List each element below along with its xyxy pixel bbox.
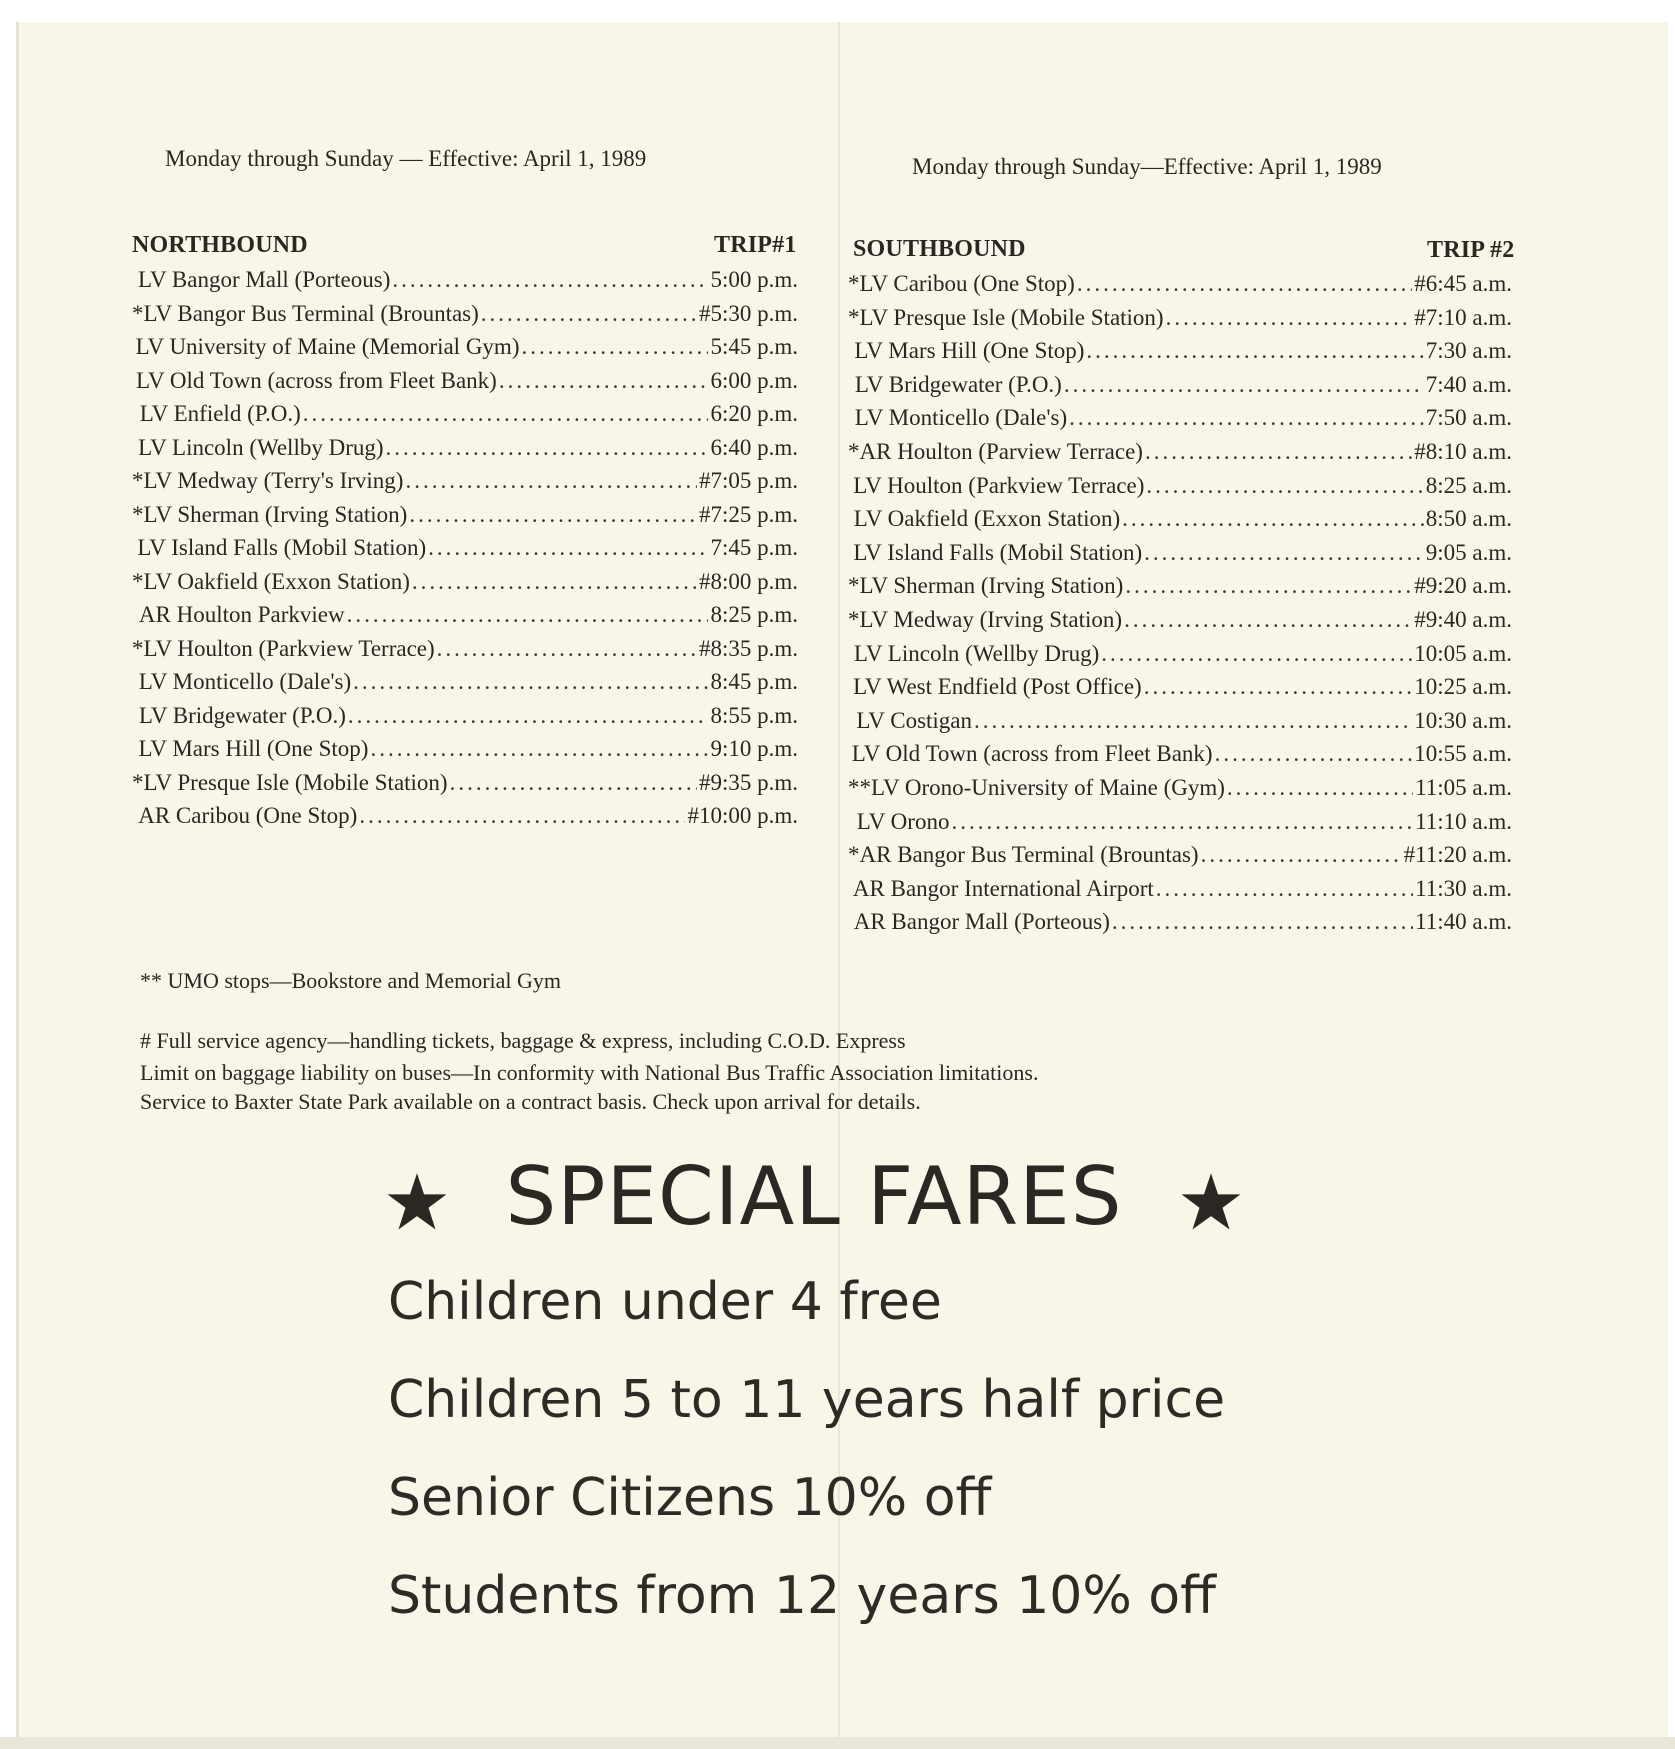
- stop-name: LV Lincoln (Wellby Drug): [853, 640, 1100, 666]
- stop-marker: **: [848, 775, 871, 800]
- leader-dots: [1125, 570, 1412, 602]
- schedule-row: [132, 666, 798, 698]
- scan-edge: [0, 1737, 1675, 1749]
- stop-name: LV Oakfield (Exxon Station): [853, 506, 1121, 532]
- star-icon: [385, 1170, 449, 1234]
- schedule-row: [132, 800, 798, 832]
- schedule-row: [848, 806, 1512, 838]
- note-umo-stops: ** UMO stops—Bookstore and Memorial Gym: [140, 968, 562, 993]
- stop-name: LV Island Falls (Mobil Station): [137, 535, 427, 560]
- schedule-row: [848, 839, 1512, 871]
- leader-dots: [1145, 436, 1412, 468]
- schedule-row: [132, 532, 798, 564]
- stop-name: LV Medway (Irving Station): [859, 607, 1123, 632]
- fare-students: Students from 12 years 10% off: [388, 1566, 1216, 1626]
- leader-dots: [303, 398, 709, 430]
- schedule-row: [848, 302, 1512, 334]
- schedule-row: [848, 873, 1512, 905]
- schedule-row: [132, 365, 798, 397]
- schedule-row: [132, 264, 798, 296]
- schedule-row: [132, 398, 798, 430]
- stop-time: 5:00 p.m.: [710, 267, 798, 292]
- leader-dots: [1064, 369, 1424, 401]
- leader-dots: [1077, 268, 1412, 300]
- schedule-row: [132, 465, 798, 497]
- stop-time: 8:25 p.m.: [710, 602, 798, 627]
- stop-name: LV Oakfield (Exxon Station): [143, 568, 410, 594]
- schedule-row: [848, 369, 1512, 401]
- stop-marker: *: [848, 439, 860, 464]
- schedule-row: [132, 432, 798, 464]
- stop-marker: *: [132, 501, 144, 527]
- stop-name: LV Bangor Mall (Porteous): [138, 267, 391, 292]
- leader-dots: [353, 666, 708, 698]
- leader-dots: [392, 264, 708, 296]
- stop-time: #9:40 a.m.: [1414, 607, 1512, 632]
- schedule-row: [132, 331, 798, 363]
- leader-dots: [1166, 302, 1413, 334]
- stop-name: LV Houlton (Parkview Terrace): [853, 472, 1145, 498]
- stop-name: AR Houlton (Parview Terrace): [859, 439, 1143, 464]
- leader-dots: [412, 566, 697, 598]
- leader-dots: [951, 806, 1413, 838]
- schedule-row: [848, 570, 1512, 602]
- leader-dots: [437, 633, 697, 665]
- schedule-row: [848, 772, 1512, 804]
- stop-name: LV Orono-University of Maine (Gym): [871, 775, 1225, 800]
- southbound-trip-label: TRIP #2: [1427, 237, 1515, 263]
- northbound-trip-label: TRIP#1: [714, 232, 797, 258]
- stop-time: #9:20 a.m.: [1414, 573, 1512, 599]
- stop-time: 11:40 a.m.: [1415, 909, 1512, 935]
- leader-dots: [521, 331, 708, 363]
- schedule-row: [848, 671, 1512, 703]
- left-effective-header: Monday through Sunday — Effective: April 1, 1989: [165, 146, 647, 171]
- note-full-service: # Full service agency—handling tickets, baggage & express, including C.O.D. Express: [140, 1028, 906, 1053]
- stop-time: 6:20 p.m.: [710, 401, 798, 426]
- stop-marker: *: [848, 607, 860, 632]
- stop-marker: *: [848, 304, 860, 330]
- stop-time: 7:40 a.m.: [1425, 371, 1512, 397]
- note-baggage-limit: Limit on baggage liability on buses—In conformity with National Bus Traffic Association limitations.: [140, 1060, 1039, 1085]
- stop-time: 10:30 a.m.: [1414, 707, 1512, 733]
- stop-marker: *: [848, 271, 860, 296]
- leader-dots: [370, 733, 708, 765]
- schedule-row: [848, 537, 1512, 569]
- stop-name: LV Costigan: [856, 707, 973, 733]
- stop-time: 5:45 p.m.: [710, 334, 798, 359]
- stop-time: 6:40 p.m.: [710, 434, 798, 460]
- stop-time: 7:30 a.m.: [1425, 338, 1512, 364]
- stop-name: LV Monticello (Dale's): [854, 405, 1068, 431]
- schedule-row: [848, 638, 1512, 670]
- schedule-row: [132, 767, 798, 799]
- leader-dots: [428, 532, 708, 564]
- fare-children-under-4: Children under 4 free: [388, 1272, 942, 1332]
- leader-dots: [1086, 335, 1423, 367]
- stop-time: 8:25 a.m.: [1425, 472, 1512, 498]
- star-icon: [1179, 1170, 1243, 1234]
- note-baxter-park: Service to Baxter State Park available on a contract basis. Check upon arrival for details.: [140, 1089, 921, 1114]
- fare-senior-citizens: Senior Citizens 10% off: [388, 1468, 992, 1528]
- schedule-row: [848, 503, 1512, 535]
- stop-time: 7:50 a.m.: [1425, 405, 1512, 431]
- leader-dots: [499, 365, 709, 397]
- right-effective-header: Monday through Sunday—Effective: April 1, 1989: [912, 154, 1382, 179]
- schedule-row: [848, 705, 1512, 737]
- stop-name: AR Caribou (One Stop): [138, 803, 358, 828]
- stop-name: LV Bridgewater (P.O.): [138, 702, 346, 728]
- schedule-row: [132, 633, 798, 665]
- leader-dots: [1144, 537, 1424, 569]
- leader-dots: [1101, 638, 1412, 670]
- stop-time: #9:35 p.m.: [698, 769, 798, 795]
- leader-dots: [1124, 604, 1412, 636]
- leader-dots: [1146, 470, 1423, 502]
- schedule-row: [848, 268, 1512, 300]
- stop-time: 11:10 a.m.: [1415, 808, 1512, 834]
- leader-dots: [359, 800, 685, 832]
- stop-name: LV Orono: [856, 808, 950, 834]
- special-fares-heading: [385, 1150, 1243, 1243]
- stop-time: 10:05 a.m.: [1414, 640, 1512, 666]
- stop-time: 8:45 p.m.: [710, 669, 798, 694]
- schedule-row: [848, 738, 1512, 770]
- stop-name: LV Old Town (across from Fleet Bank): [136, 367, 497, 393]
- stop-name: LV West Endfield (Post Office): [853, 674, 1142, 700]
- schedule-row: [132, 733, 798, 765]
- schedule-row: [848, 470, 1512, 502]
- schedule-row: [132, 700, 798, 732]
- stop-name: LV Bangor Bus Terminal (Brountas): [143, 300, 479, 326]
- stop-time: #11:20 a.m.: [1403, 842, 1512, 868]
- leader-dots: [409, 499, 697, 531]
- leader-dots: [386, 432, 709, 464]
- schedule-row: [132, 599, 798, 631]
- stop-marker: *: [132, 468, 144, 493]
- northbound-title: NORTHBOUND: [132, 232, 308, 258]
- schedule-row: [848, 604, 1512, 636]
- leader-dots: [347, 599, 709, 631]
- stop-name: LV Bridgewater (P.O.): [854, 371, 1062, 397]
- leader-dots: [405, 465, 697, 497]
- leader-dots: [1215, 738, 1413, 770]
- stop-name: LV Island Falls (Mobil Station): [853, 539, 1143, 565]
- stop-time: #7:05 p.m.: [698, 468, 798, 493]
- stop-name: LV Sherman (Irving Station): [859, 573, 1124, 599]
- stop-name: LV Monticello (Dale's): [138, 669, 352, 694]
- stop-name: AR Bangor International Airport: [852, 875, 1154, 901]
- stop-marker: *: [132, 769, 144, 795]
- stop-marker: *: [132, 635, 144, 661]
- leader-dots: [348, 700, 709, 732]
- stop-marker: *: [848, 573, 860, 599]
- schedule-row: [848, 436, 1512, 468]
- stop-time: 7:45 p.m.: [710, 535, 798, 560]
- leader-dots: [1144, 671, 1413, 703]
- leader-dots: [450, 767, 697, 799]
- schedule-row: [132, 298, 798, 330]
- stop-time: #5:30 p.m.: [698, 300, 798, 326]
- stop-time: 10:55 a.m.: [1414, 741, 1512, 767]
- leader-dots: [1069, 402, 1424, 434]
- stop-name: LV Medway (Terry's Irving): [143, 468, 404, 493]
- stop-time: 9:10 p.m.: [710, 736, 798, 761]
- stop-name: LV Sherman (Irving Station): [143, 501, 408, 527]
- leader-dots: [974, 705, 1412, 737]
- stop-time: #7:10 a.m.: [1414, 304, 1512, 330]
- stop-time: 6:00 p.m.: [710, 367, 798, 393]
- leader-dots: [1112, 906, 1413, 938]
- stop-name: AR Bangor Bus Terminal (Brountas): [859, 842, 1199, 868]
- southbound-title: SOUTHBOUND: [853, 236, 1026, 262]
- leader-dots: [481, 298, 697, 330]
- stop-name: AR Houlton Parkview: [138, 602, 345, 627]
- stop-time: #7:25 p.m.: [698, 501, 798, 527]
- special-fares-title: SPECIAL FARES: [505, 1150, 1123, 1243]
- leader-dots: [1122, 503, 1424, 535]
- stop-time: 11:30 a.m.: [1415, 875, 1512, 901]
- stop-name: LV Mars Hill (One Stop): [138, 736, 369, 761]
- stop-time: #8:00 p.m.: [698, 568, 798, 594]
- stop-time: #8:10 a.m.: [1414, 439, 1512, 464]
- schedule-row: [132, 566, 798, 598]
- stop-time: 9:05 a.m.: [1425, 539, 1512, 565]
- leader-dots: [1156, 873, 1413, 905]
- schedule-row: [848, 402, 1512, 434]
- stop-time: #10:00 p.m.: [687, 803, 798, 828]
- stop-name: LV Lincoln (Wellby Drug): [138, 434, 384, 460]
- stop-name: LV Presque Isle (Mobile Station): [859, 304, 1164, 330]
- stop-time: 8:55 p.m.: [710, 702, 798, 728]
- stop-name: LV Presque Isle (Mobile Station): [143, 769, 448, 795]
- schedule-row: [848, 906, 1512, 938]
- stop-time: 10:25 a.m.: [1414, 674, 1512, 700]
- leader-dots: [1227, 772, 1413, 804]
- stop-marker: *: [132, 300, 144, 326]
- schedule-row: [132, 499, 798, 531]
- stop-marker: *: [132, 568, 144, 594]
- stop-time: #6:45 a.m.: [1414, 271, 1512, 296]
- stop-name: AR Bangor Mall (Porteous): [853, 909, 1110, 935]
- stop-name: LV Old Town (across from Fleet Bank): [851, 741, 1213, 767]
- stop-name: LV Houlton (Parkview Terrace): [143, 635, 435, 661]
- stop-time: #8:35 p.m.: [698, 635, 798, 661]
- stop-name: LV Mars Hill (One Stop): [854, 338, 1085, 364]
- stop-name: LV Enfield (P.O.): [139, 401, 301, 426]
- schedule-row: [848, 335, 1512, 367]
- stop-time: 11:05 a.m.: [1415, 775, 1512, 800]
- stop-name: LV University of Maine (Memorial Gym): [135, 334, 520, 359]
- stop-time: 8:50 a.m.: [1425, 506, 1512, 532]
- fare-children-5-to-11: Children 5 to 11 years half price: [388, 1370, 1226, 1430]
- stop-name: LV Caribou (One Stop): [859, 271, 1075, 296]
- stop-marker: *: [848, 842, 860, 868]
- leader-dots: [1201, 839, 1402, 871]
